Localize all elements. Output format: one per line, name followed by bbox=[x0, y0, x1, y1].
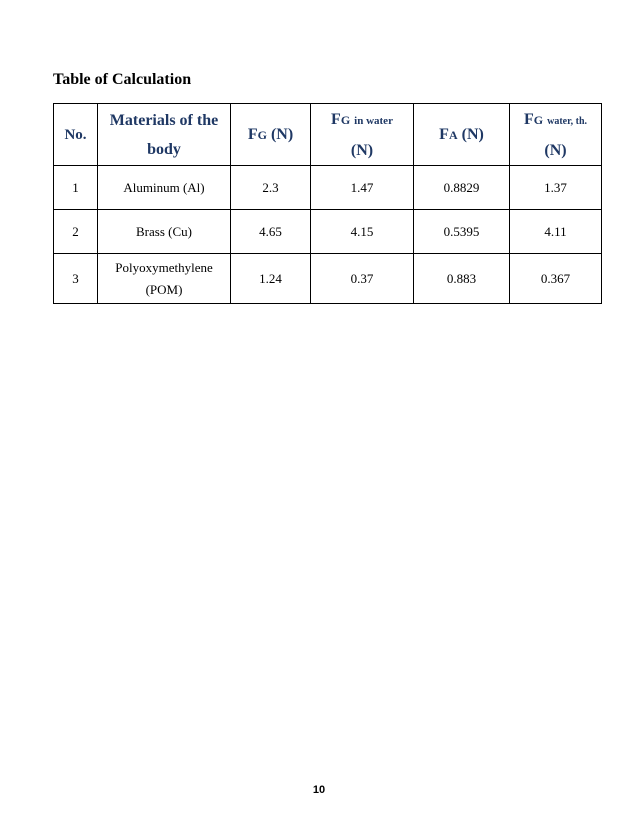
page-number: 10 bbox=[312, 784, 326, 796]
header-no: No. bbox=[54, 104, 98, 166]
table-row bbox=[54, 254, 602, 304]
table-header-row bbox=[54, 104, 602, 166]
cell-material-line1: Polyoxymethylene bbox=[115, 259, 213, 275]
header-fg-in-water: FG in water (N) bbox=[311, 104, 414, 166]
cell-no: 3 bbox=[54, 254, 98, 304]
cell-no: 1 bbox=[54, 166, 98, 210]
cell-material-line2: (POM) bbox=[145, 281, 183, 297]
cell-fa: 0.883 bbox=[414, 254, 510, 304]
cell-fg-in-water: 4.15 bbox=[311, 210, 414, 254]
cell-fg-in-water: 0.37 bbox=[311, 254, 414, 304]
cell-no: 2 bbox=[54, 210, 98, 254]
header-material-line2: body bbox=[147, 140, 181, 158]
table-row bbox=[54, 210, 602, 254]
cell-material bbox=[98, 254, 231, 304]
cell-fg-water-th: 0.367 bbox=[510, 254, 602, 304]
cell-fg-in-water: 1.47 bbox=[311, 166, 414, 210]
cell-fg-water-th: 1.37 bbox=[510, 166, 602, 210]
cell-material bbox=[98, 166, 231, 210]
table-row bbox=[54, 166, 602, 210]
header-fg: FG (N) bbox=[231, 104, 311, 166]
cell-material-line1: Aluminum (Al) bbox=[123, 179, 205, 195]
header-fa: FA (N) bbox=[414, 104, 510, 166]
cell-material-line1: Brass (Cu) bbox=[136, 223, 192, 239]
table-title: Table of Calculation bbox=[53, 71, 192, 88]
cell-fg: 2.3 bbox=[231, 166, 311, 210]
cell-fa: 0.5395 bbox=[414, 210, 510, 254]
header-material-line1: Materials of the bbox=[109, 111, 219, 129]
cell-material bbox=[98, 210, 231, 254]
cell-fg: 1.24 bbox=[231, 254, 311, 304]
cell-fa: 0.8829 bbox=[414, 166, 510, 210]
calculation-table bbox=[53, 103, 602, 304]
header-material bbox=[98, 104, 231, 166]
cell-fg-water-th: 4.11 bbox=[510, 210, 602, 254]
header-fg-water-th: FG water, th. (N) bbox=[510, 104, 602, 166]
cell-fg: 4.65 bbox=[231, 210, 311, 254]
